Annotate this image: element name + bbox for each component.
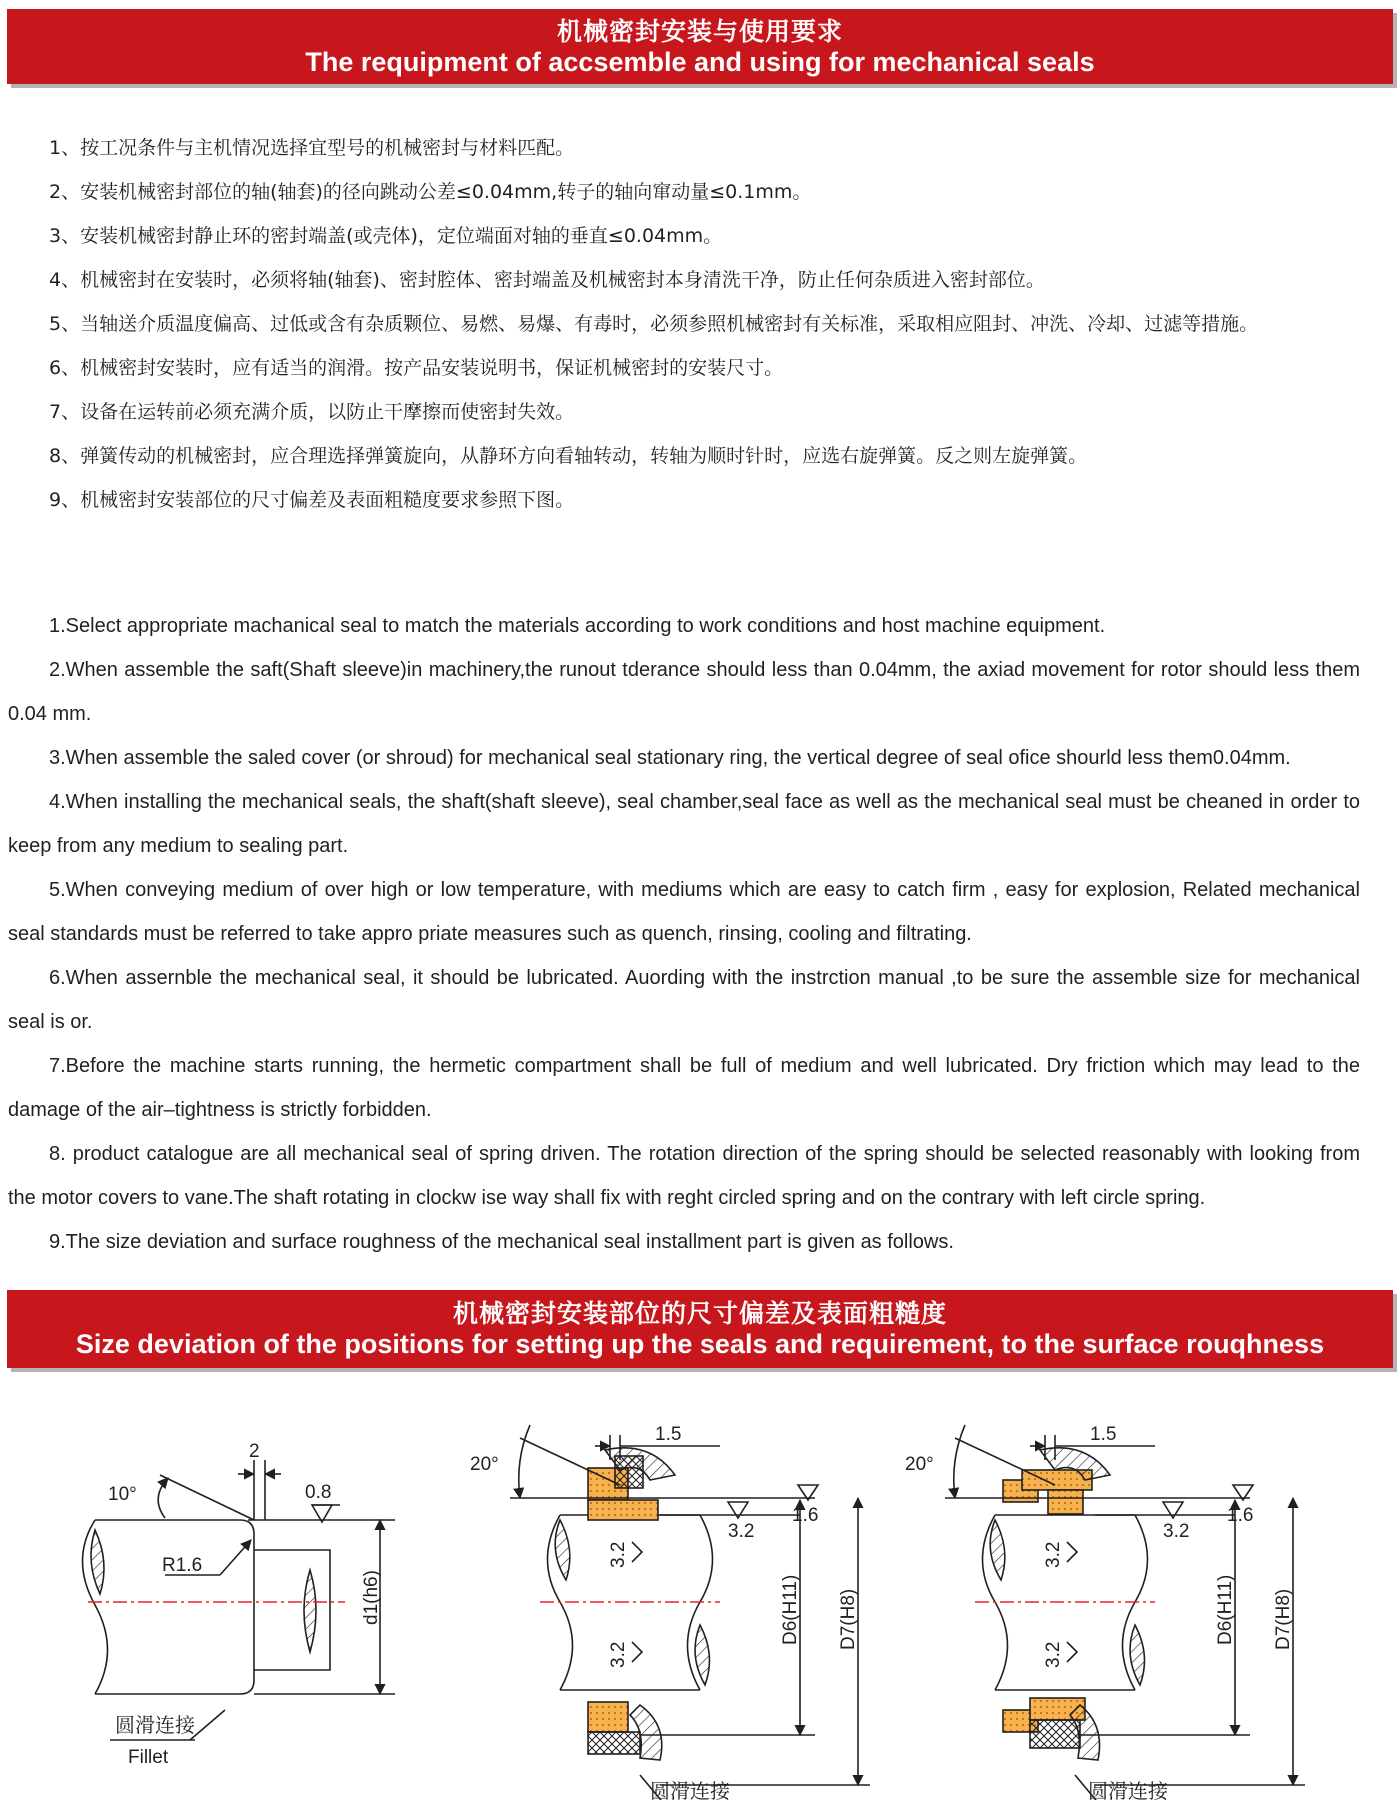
d7-label: D7(H8) xyxy=(1273,1588,1294,1650)
chamfer-line xyxy=(160,1475,254,1520)
dim-1-5-label: 1.5 xyxy=(1090,1424,1117,1445)
diagram-seal-chamber-variant xyxy=(945,1425,1305,1800)
roughness-outer-label: 1.6 xyxy=(1227,1505,1254,1526)
shaft-step xyxy=(254,1550,330,1670)
roughness-outer-label: 1.6 xyxy=(792,1505,819,1526)
section-title-zh: 机械密封安装部位的尺寸偏差及表面粗糙度 xyxy=(452,1299,947,1328)
installation-diagrams xyxy=(0,1380,1400,1800)
seal-ring-bottom xyxy=(588,1702,628,1732)
requirement-en-item: 5.When conveying medium of over high or low temperature, with mediums which are easy to catch firm , easy for explosion, Related mechanical seal standards must be referred to take appro priate measures such as quench, rinsing, cooling and filtrating. xyxy=(8,879,1360,945)
fillet-label-zh: 圆滑连接 xyxy=(1088,1779,1168,1800)
requirement-zh-item: 8、弹簧传动的机械密封，应合理选择弹簧旋向，从静环方向看轴转动，转轴为顺时针时，应选右旋弹簧。反之则左旋弹簧。 xyxy=(49,445,1088,467)
fillet-label-zh: 圆滑连接 xyxy=(650,1779,730,1800)
requirement-en-item: 9.The size deviation and surface roughness of the mechanical seal installment part is given as follows. xyxy=(49,1231,954,1253)
roughness-lower-label: 3.2 xyxy=(608,1641,629,1668)
roughness-face-label: 3.2 xyxy=(1163,1521,1190,1542)
requirement-zh-item: 5、当轴送介质温度偏高、过低或含有杂质颗位、易燃、易爆、有毒时，必须参照机械密封有关标准，采取相应阻封、冲洗、冷却、过滤等措施。 xyxy=(49,313,1259,335)
shaft-outline xyxy=(95,1520,254,1694)
requirement-zh-item: 7、设备在运转前必须充满介质，以防止干摩擦而使密封失效。 xyxy=(49,401,575,423)
requirements-list-en xyxy=(8,604,1360,1264)
roughness-label: 0.8 xyxy=(305,1482,332,1503)
fillet-label-zh: 圆滑连接 xyxy=(115,1713,195,1737)
d7-label: D7(H8) xyxy=(838,1588,859,1650)
shaft-step-hatch xyxy=(304,1570,316,1652)
roughness-upper-label: 3.2 xyxy=(1043,1541,1064,1568)
header-title-en: The requipment of accsemble and using for mechanical seals xyxy=(305,47,1095,77)
angle-label: 20° xyxy=(905,1454,934,1475)
d6-label: D6(H11) xyxy=(1215,1574,1236,1645)
requirement-zh-item: 9、机械密封安装部位的尺寸偏差及表面粗糙度要求参照下图。 xyxy=(49,489,575,511)
requirement-en-item: 8. product catalogue are all mechanical seal of spring driven. The rotation direction of the spring should be selected reasonably with looking from the motor covers to vane.The shaft rotating in clockw ise way shall fix with reght circled spring and on the contrary with left circle spring. xyxy=(8,1143,1360,1209)
diameter-label: d1(h6) xyxy=(361,1570,382,1625)
roughness-lower-label: 3.2 xyxy=(1043,1641,1064,1668)
fillet-label-en: Fillet xyxy=(128,1747,169,1768)
header-banner xyxy=(7,9,1393,84)
section-banner xyxy=(7,1290,1393,1368)
requirement-en-item: 1.Select appropriate machanical seal to match the materials according to work conditions and host machine equipment. xyxy=(49,615,1106,637)
requirement-zh-item: 6、机械密封安装时，应有适当的润滑。按产品安装说明书，保证机械密封的安装尺寸。 xyxy=(49,357,784,379)
radius-label: R1.6 xyxy=(162,1555,203,1576)
requirement-zh-item: 3、安装机械密封静止环的密封端盖(或壳体)，定位端面对轴的垂直≤0.04mm。 xyxy=(49,225,723,247)
roughness-face-label: 3.2 xyxy=(728,1521,755,1542)
header-title-zh: 机械密封安装与使用要求 xyxy=(556,17,843,46)
requirement-en-item: 6.When assernble the mechanical seal, it should be lubricated. Auording with the instrction manual ,to be sure the assemble size for mechanical seal is or. xyxy=(8,967,1360,1033)
roughness-upper-label: 3.2 xyxy=(608,1541,629,1568)
diagram-seal-chamber xyxy=(510,1425,870,1800)
requirements-list-zh xyxy=(8,126,1388,522)
requirement-en-item: 2.When assemble the saft(Shaft sleeve)in machinery,the runout tderance should less than 0.04mm, the axiad movement for rotor should less them 0.04 mm. xyxy=(8,659,1360,725)
section-title-en: Size deviation of the positions for setting up the seals and requirement, to the surface rouqhness xyxy=(75,1329,1325,1359)
requirement-en-item: 4.When installing the mechanical seals, the shaft(shaft sleeve), seal chamber,seal face as well as the mechanical seal must be cheaned in order to keep from any medium to sealing part. xyxy=(8,791,1360,857)
requirement-zh-item: 2、安装机械密封部位的轴(轴套)的径向跳动公差≤0.04mm,转子的轴向窜动量≤0.1mm。 xyxy=(49,181,812,203)
angle-label: 20° xyxy=(470,1454,499,1475)
d6-label: D6(H11) xyxy=(780,1574,801,1645)
requirement-en-item: 7.Before the machine starts running, the hermetic compartment shall be full of medium and well lubricated. Dry friction which may lead to the damage of the air–tightness is strictly forbidden. xyxy=(8,1055,1360,1121)
dim-1-5-label: 1.5 xyxy=(655,1424,682,1445)
angle-label: 10° xyxy=(108,1484,137,1505)
shaft-break-hatch-top xyxy=(91,1530,104,1594)
dim-2-label: 2 xyxy=(249,1441,260,1462)
requirement-zh-item: 1、按工况条件与主机情况选择宜型号的机械密封与材料匹配。 xyxy=(49,137,575,159)
requirement-zh-item: 4、机械密封在安装时，必须将轴(轴套)、密封腔体、密封端盖及机械密封本身清洗干净，防止任何杂质进入密封部位。 xyxy=(49,269,1045,291)
requirement-en-item: 3.When assemble the saled cover (or shroud) for mechanical seal stationary ring, the vertical degree of seal ofice shourld less them0.04mm. xyxy=(49,747,1291,769)
